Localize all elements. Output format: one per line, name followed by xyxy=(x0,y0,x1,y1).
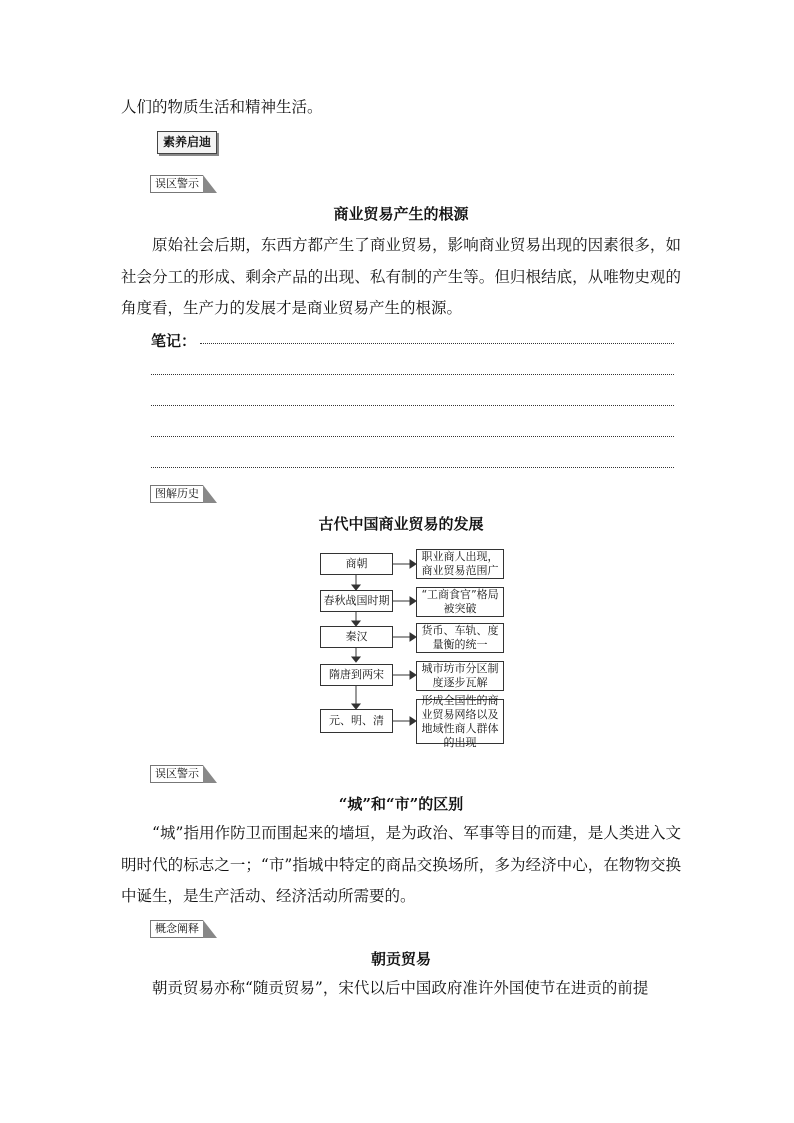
section-title-origin: 商业贸易产生的根源 xyxy=(333,205,469,223)
section-body-origin: 原始社会后期，东西方都产生了商业贸易，影响商业贸易出现的因素很多，如社会分工的形成、剩余产品的出现、私有制的产生等。但归根结底，从唯物史观的角度看，生产力的发展才是商业贸易产生的根源。 xyxy=(121,236,681,317)
intro-text: 人们的物质生活和精神生活。 xyxy=(121,98,323,116)
section-title-tribute: 朝贡贸易 xyxy=(370,950,431,968)
flow-period-box: 隋唐到两宋 xyxy=(320,664,393,686)
flow-period-box: 元、明、清 xyxy=(320,709,393,733)
section-title-city-market: “城”和“市”的区别 xyxy=(338,795,464,813)
section-tag-diagram: 图解历史 xyxy=(150,485,203,503)
section-tag-mistake-1: 误区警示 xyxy=(150,175,203,193)
flow-description-box: 货币、车轨、度量衡的统一 xyxy=(416,623,504,653)
flow-description-box: 城市坊市分区制度逐步瓦解 xyxy=(416,661,504,691)
flow-description-box: 职业商人出现，商业贸易范围广 xyxy=(416,549,504,579)
notes-label: 笔记： xyxy=(151,332,197,350)
diagram-title: 古代中国商业贸易的发展 xyxy=(318,515,484,533)
flow-period-box: 商朝 xyxy=(320,553,393,575)
flow-description-box: “工商食官”格局被突破 xyxy=(416,587,504,617)
flow-description-box: 形成全国性的商业贸易网络以及地域性商人群体的出现 xyxy=(416,699,504,744)
section-body-tribute: 朝贡贸易亦称“随贡贸易”，宋代以后中国政府准许外国使节在进贡的前提 xyxy=(152,979,649,997)
section-tag-mistake-2: 误区警示 xyxy=(150,765,203,783)
flow-period-box: 秦汉 xyxy=(320,626,393,648)
section-tag-concept: 概念阐释 xyxy=(150,920,203,938)
section-badge: 素养启迪 xyxy=(157,131,217,154)
section-body-city-market: “城”指用作防卫而围起来的墙垣，是为政治、军事等目的而建，是人类进入文明时代的标志之一；“市”指城中特定的商品交换场所，多为经济中心，在物物交换中诞生，是生产活动、经济活动所需要的。 xyxy=(121,824,681,905)
flow-period-box: 春秋战国时期 xyxy=(320,590,393,612)
